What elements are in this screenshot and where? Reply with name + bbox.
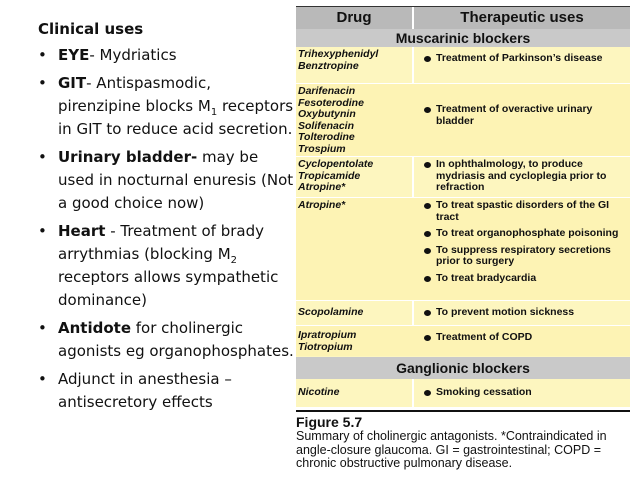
use-text: In ophthalmology, to produce mydriasis and cycloplegia prior to refraction: [436, 158, 607, 193]
bullet-dot-icon: [424, 107, 431, 113]
table-row: [296, 198, 630, 300]
header-drug: Drug: [336, 9, 372, 26]
use-text: Treatment of Parkinson’s disease: [436, 52, 603, 64]
bullet-antidote-bold: Antidote: [58, 319, 131, 337]
clinical-uses-heading: Clinical uses: [38, 20, 144, 38]
row-uses: [422, 159, 628, 199]
drug-name: Benztropine: [298, 59, 359, 72]
drug-name: Ipratropium: [298, 329, 357, 341]
table-row: [296, 157, 630, 197]
bullet-urinary-bold: Urinary bladder-: [58, 148, 198, 166]
row-drugs: [298, 200, 410, 212]
bullet-eye-bold: EYE: [58, 46, 90, 64]
table-header: [296, 7, 630, 29]
bullet-anesthesia-text: Adjunct in anesthesia – antisecretory effects: [58, 370, 232, 411]
row-drugs: [298, 159, 410, 194]
caption-text: Summary of cholinergic antagonists. *Contraindicated in angle-closure glaucoma. GI = gastrointestinal; COPD = chronic obstructive pulmonary disease.: [296, 429, 607, 470]
use-text: Treatment of COPD: [436, 331, 533, 343]
drug-table-figure: [296, 6, 630, 476]
row-drugs: [298, 86, 410, 155]
row-drugs: [298, 387, 410, 399]
row-uses: [422, 332, 628, 349]
bullet-git-bold: GIT: [58, 74, 87, 92]
drug-name: Oxybutynin: [298, 108, 356, 120]
bullet-eye: [38, 44, 296, 67]
bullet-eye-text: - Mydriatics: [89, 46, 177, 64]
drug-name: Atropine*: [298, 199, 346, 211]
table-row: [296, 301, 630, 325]
bullet-dot-icon: [424, 203, 431, 209]
row-drugs: [298, 49, 410, 72]
bullet-heart-bold: Heart: [58, 222, 106, 240]
drug-name: Trospium: [298, 142, 346, 155]
table-row: [296, 84, 630, 156]
bullet-dot-icon: [424, 56, 431, 62]
use-item: [422, 104, 628, 127]
row-uses: [422, 53, 628, 70]
row-uses: [422, 200, 628, 289]
bullet-git-text: - Antispasmodic, pirenzipine blocks M: [58, 74, 211, 115]
bullet-heart-text2: receptors allows sympathetic dominance): [58, 268, 279, 309]
bullet-dot-icon: [424, 162, 431, 168]
use-text: To prevent motion sickness: [436, 306, 575, 318]
caption-title: Figure 5.7: [296, 414, 363, 430]
drug-name: Atropine*: [298, 181, 346, 193]
use-text: To treat spastic disorders of the GI tract: [436, 199, 610, 223]
bullet-dot-icon: [424, 390, 431, 396]
drug-name: Tiotropium: [298, 340, 353, 353]
drug-name: Solifenacin: [298, 119, 355, 132]
drug-name: Trihexyphenidyl: [298, 48, 379, 60]
use-item: [422, 387, 628, 399]
use-text: To suppress respiratory secretions prior to surgery: [436, 243, 611, 267]
muscarinic-title: Muscarinic blockers: [296, 29, 630, 47]
bullet-antidote: [38, 317, 296, 363]
use-item: [422, 245, 628, 268]
header-uses: Therapeutic uses: [460, 9, 584, 26]
drug-name: Tolterodine: [298, 131, 355, 143]
drug-name: Fesoterodine: [298, 96, 364, 109]
bullet-dot-icon: [424, 310, 431, 316]
bullet-heart-text: - Treatment of brady arrythmias (blocking M: [58, 222, 264, 263]
use-text: Smoking cessation: [436, 386, 532, 398]
bullet-dot-icon: [424, 335, 431, 341]
row-uses: [422, 307, 628, 324]
bullet-dot-icon: [424, 276, 431, 282]
ganglionic-title: Ganglionic blockers: [296, 357, 630, 379]
bullet-git-text2: receptors in GIT to reduce acid secretion.: [58, 97, 294, 138]
drug-name: Darifenacin: [298, 85, 356, 97]
bullet-git: [38, 72, 296, 141]
drug-table: [296, 6, 630, 407]
use-item: [422, 200, 628, 223]
bullet-urinary: [38, 146, 296, 215]
use-item: [422, 228, 628, 240]
bullet-anesthesia: [38, 368, 296, 414]
row-drugs: [298, 330, 410, 353]
use-item: [422, 332, 628, 344]
bullet-antidote-text: for cholinergic agonists eg organophosphates.: [58, 319, 294, 360]
use-text: To treat organophosphate poisoning: [436, 227, 619, 239]
use-text: Treatment of overactive urinary bladder: [436, 103, 593, 127]
bullet-heart-sub: 2: [230, 255, 238, 266]
figure-caption: [296, 414, 630, 471]
bullet-heart: [38, 220, 296, 312]
bullet-git-sub: 1: [210, 107, 218, 118]
row-uses: [422, 104, 628, 132]
bullet-urinary-text: may be used in nocturnal enuresis (Not a good choice now): [58, 148, 294, 212]
drug-name: Nicotine: [298, 386, 340, 398]
drug-name: Scopolamine: [298, 306, 364, 318]
use-item: [422, 307, 628, 319]
table-row: [296, 379, 630, 407]
table-row: [296, 47, 630, 83]
use-item: [422, 159, 628, 194]
clinical-uses-panel: [38, 18, 296, 419]
clinical-uses-list: [38, 44, 296, 414]
row-drugs: [298, 307, 410, 319]
caption-divider: [296, 410, 630, 412]
use-item: [422, 53, 628, 65]
use-item: [422, 273, 628, 285]
row-uses: [422, 387, 628, 404]
bullet-dot-icon: [424, 248, 431, 254]
use-text: To treat bradycardia: [436, 271, 537, 284]
table-row: [296, 326, 630, 356]
drug-name: Cyclopentolate: [298, 158, 374, 170]
drug-name: Tropicamide: [298, 169, 361, 182]
bullet-dot-icon: [424, 231, 431, 237]
